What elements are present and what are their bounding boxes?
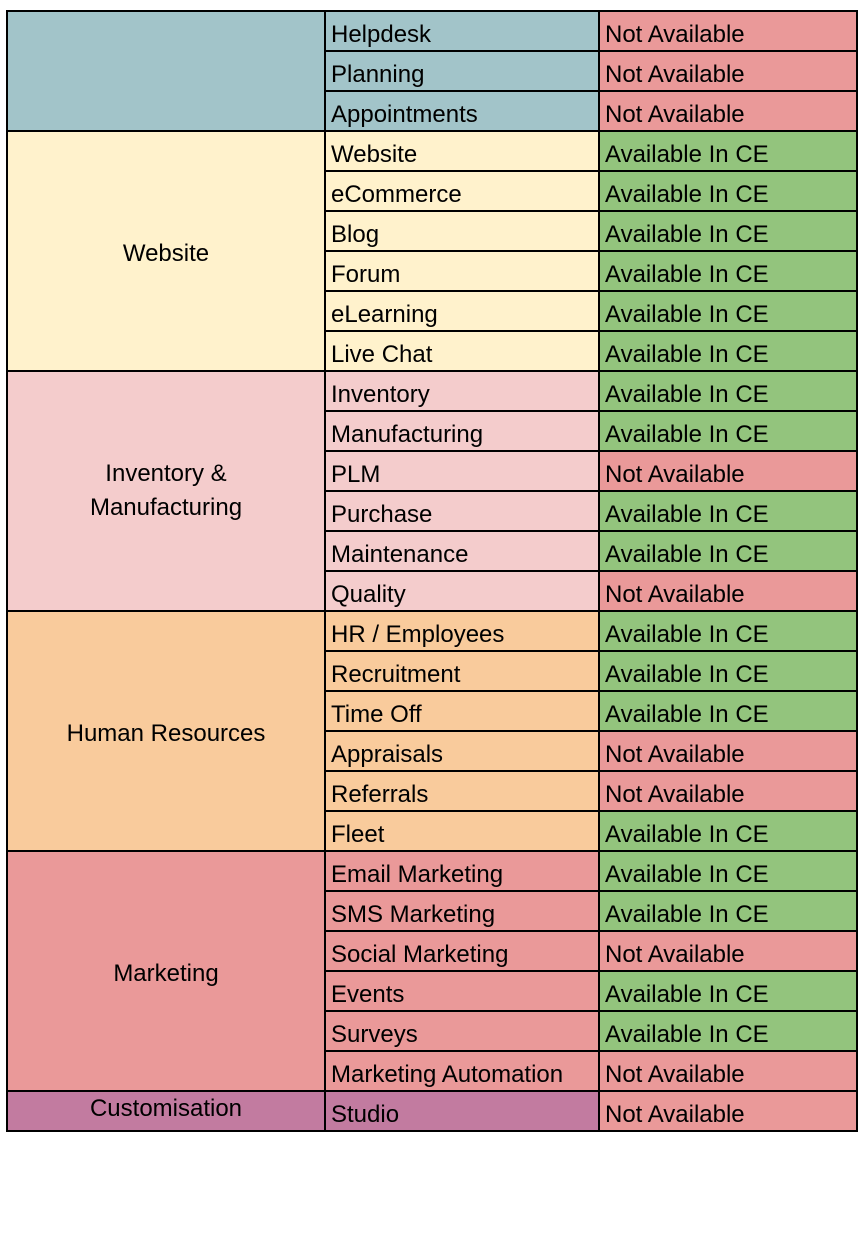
status-cell	[599, 531, 857, 571]
status-cell	[599, 171, 857, 211]
status-cell	[599, 571, 857, 611]
app-name: Quality	[331, 581, 406, 608]
status-cell	[599, 851, 857, 891]
app-name: Studio	[331, 1101, 400, 1128]
status-cell	[599, 251, 857, 291]
status-cell	[599, 1091, 857, 1131]
status-label: Available In CE	[605, 261, 769, 288]
status-label: Not Available	[605, 461, 745, 488]
status-label: Not Available	[605, 101, 745, 128]
app-name-cell	[325, 1011, 599, 1051]
app-name: Marketing Automation	[331, 1061, 564, 1088]
table-row	[7, 851, 857, 891]
app-name-cell	[325, 371, 599, 411]
app-name-cell	[325, 291, 599, 331]
app-name: Helpdesk	[331, 21, 432, 48]
app-name-cell	[325, 931, 599, 971]
status-label: Not Available	[605, 1061, 745, 1088]
group-label: Website	[122, 240, 210, 267]
app-name: eCommerce	[331, 181, 462, 208]
status-label: Available In CE	[605, 221, 769, 248]
app-name-cell	[325, 891, 599, 931]
status-label: Available In CE	[605, 1021, 769, 1048]
app-name: Events	[331, 981, 405, 1008]
status-label: Available In CE	[605, 421, 769, 448]
status-cell	[599, 411, 857, 451]
app-name: Maintenance	[331, 541, 469, 568]
status-cell	[599, 451, 857, 491]
table-row	[7, 1091, 857, 1131]
app-name-cell	[325, 251, 599, 291]
group-cell	[7, 611, 325, 851]
status-label: Available In CE	[605, 661, 769, 688]
app-name-cell	[325, 611, 599, 651]
status-label: Available In CE	[605, 981, 769, 1008]
status-cell	[599, 611, 857, 651]
status-label: Available In CE	[605, 901, 769, 928]
group-cell	[7, 11, 325, 131]
table-row	[7, 371, 857, 411]
status-cell	[599, 11, 857, 51]
app-name-cell	[325, 691, 599, 731]
app-name-cell	[325, 1051, 599, 1091]
app-name: Appointments	[331, 101, 478, 128]
status-cell	[599, 891, 857, 931]
app-name: eLearning	[331, 301, 438, 328]
group-label: Customisation	[89, 1095, 243, 1122]
status-cell	[599, 91, 857, 131]
app-availability-table	[6, 10, 858, 1132]
app-name: Fleet	[331, 821, 385, 848]
app-name: Social Marketing	[331, 941, 509, 968]
group-label: Human Resources	[66, 720, 266, 747]
app-name: HR / Employees	[331, 621, 505, 648]
status-cell	[599, 211, 857, 251]
group-cell	[7, 371, 325, 611]
status-cell	[599, 971, 857, 1011]
app-name: Inventory	[331, 381, 430, 408]
status-label: Not Available	[605, 781, 745, 808]
app-name-cell	[325, 451, 599, 491]
status-label: Available In CE	[605, 381, 769, 408]
status-label: Not Available	[605, 1101, 745, 1128]
status-label: Not Available	[605, 941, 745, 968]
app-name-cell	[325, 11, 599, 51]
app-name: Recruitment	[331, 661, 461, 688]
status-label: Available In CE	[605, 501, 769, 528]
app-name: Planning	[331, 61, 425, 88]
status-cell	[599, 131, 857, 171]
status-cell	[599, 771, 857, 811]
status-label: Not Available	[605, 21, 745, 48]
app-name: Surveys	[331, 1021, 418, 1048]
status-label: Available In CE	[605, 621, 769, 648]
app-name: PLM	[331, 461, 381, 488]
status-cell	[599, 731, 857, 771]
app-name-cell	[325, 131, 599, 171]
table-row	[7, 611, 857, 651]
app-name: Purchase	[331, 501, 433, 528]
status-label: Not Available	[605, 741, 745, 768]
status-label: Available In CE	[605, 141, 769, 168]
app-name-cell	[325, 731, 599, 771]
group-cell	[7, 851, 325, 1091]
app-name-cell	[325, 171, 599, 211]
status-cell	[599, 1011, 857, 1051]
app-name: SMS Marketing	[331, 901, 496, 928]
table-row	[7, 131, 857, 171]
status-label: Available In CE	[605, 301, 769, 328]
app-name: Time Off	[331, 701, 422, 728]
status-label: Available In CE	[605, 701, 769, 728]
status-cell	[599, 371, 857, 411]
app-name: Blog	[331, 221, 380, 248]
status-cell	[599, 931, 857, 971]
app-name: Email Marketing	[331, 861, 504, 888]
status-cell	[599, 691, 857, 731]
app-name-cell	[325, 411, 599, 451]
app-name-cell	[325, 971, 599, 1011]
status-cell	[599, 331, 857, 371]
status-label: Not Available	[605, 61, 745, 88]
app-name-cell	[325, 571, 599, 611]
app-name-cell	[325, 91, 599, 131]
app-name-cell	[325, 531, 599, 571]
status-cell	[599, 811, 857, 851]
table-body	[7, 11, 857, 1131]
status-label: Not Available	[605, 581, 745, 608]
status-cell	[599, 51, 857, 91]
status-cell	[599, 491, 857, 531]
app-name: Live Chat	[331, 341, 433, 368]
app-name: Website	[331, 141, 418, 168]
app-name-cell	[325, 651, 599, 691]
app-name: Appraisals	[331, 741, 444, 768]
group-cell	[7, 131, 325, 371]
app-name-cell	[325, 491, 599, 531]
group-label: Marketing	[113, 960, 219, 987]
status-cell	[599, 1051, 857, 1091]
status-label: Available In CE	[605, 341, 769, 368]
group-label: Inventory & Manufacturing	[89, 460, 243, 521]
app-name-cell	[325, 51, 599, 91]
app-name-cell	[325, 211, 599, 251]
status-label: Available In CE	[605, 181, 769, 208]
app-name: Referrals	[331, 781, 429, 808]
app-name-cell	[325, 331, 599, 371]
app-name-cell	[325, 771, 599, 811]
app-name-cell	[325, 1091, 599, 1131]
table-row	[7, 11, 857, 51]
app-name: Forum	[331, 261, 401, 288]
status-label: Available In CE	[605, 821, 769, 848]
app-name-cell	[325, 851, 599, 891]
group-cell	[7, 1091, 325, 1131]
status-label: Available In CE	[605, 861, 769, 888]
status-cell	[599, 651, 857, 691]
status-label: Available In CE	[605, 541, 769, 568]
status-cell	[599, 291, 857, 331]
app-name-cell	[325, 811, 599, 851]
app-name: Manufacturing	[331, 421, 484, 448]
